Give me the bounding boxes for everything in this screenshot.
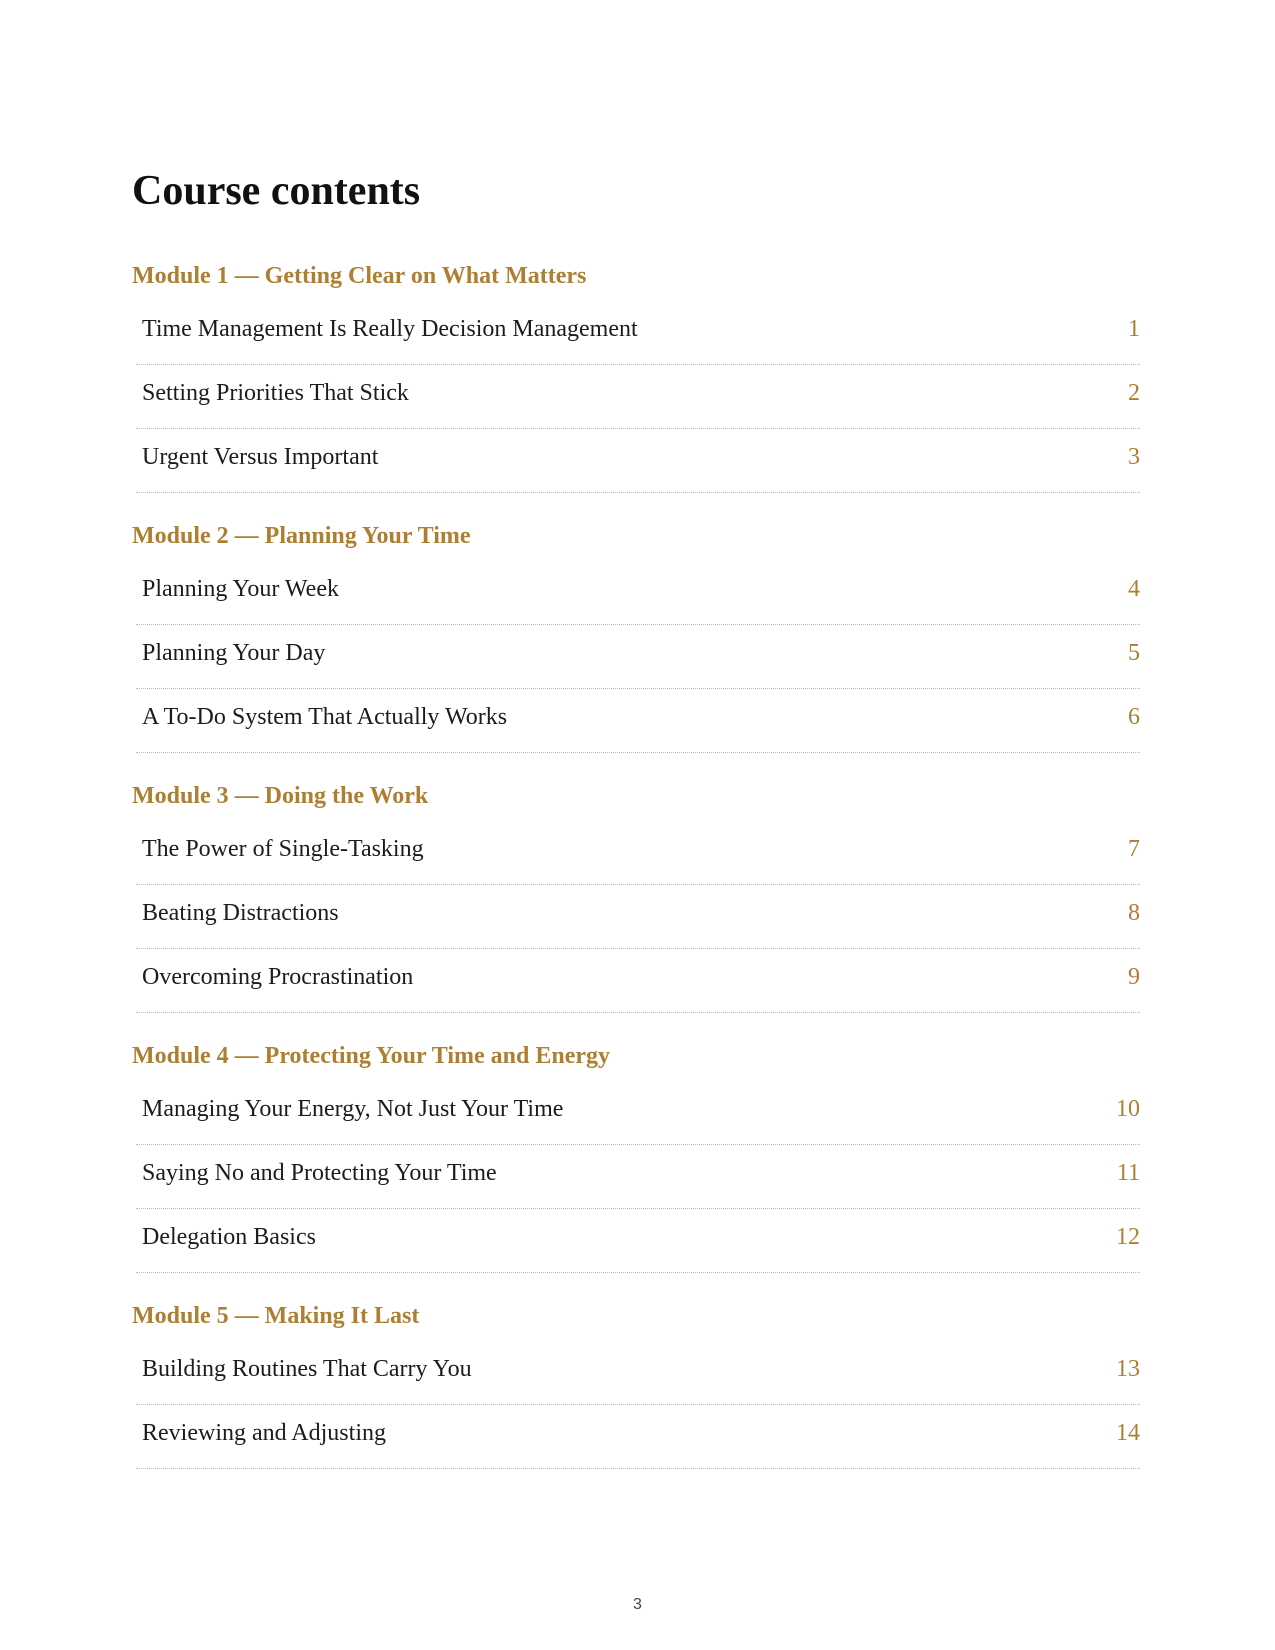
lesson-list	[132, 302, 1142, 493]
footer-page-number: 3	[633, 1596, 642, 1613]
lesson-page-number: 1	[1128, 316, 1140, 342]
lesson-title: Delegation Basics	[142, 1224, 316, 1250]
toc-entry[interactable]	[136, 562, 1140, 625]
lesson-page-number: 6	[1128, 704, 1140, 730]
toc-entry[interactable]	[136, 1210, 1140, 1273]
toc-entry[interactable]	[136, 1342, 1140, 1405]
lesson-page-number: 10	[1116, 1096, 1140, 1122]
toc-entry[interactable]	[136, 1082, 1140, 1145]
module-heading: Module 3 — Doing the Work	[132, 783, 429, 809]
lesson-title: A To-Do System That Actually Works	[142, 704, 508, 730]
toc-entry[interactable]	[136, 366, 1140, 429]
toc-entry[interactable]	[136, 822, 1140, 885]
lesson-page-number: 7	[1128, 836, 1140, 862]
module-heading: Module 2 — Planning Your Time	[132, 523, 471, 549]
lesson-page-number: 9	[1128, 964, 1140, 990]
toc-entry[interactable]	[136, 430, 1140, 493]
lesson-page-number: 12	[1116, 1224, 1140, 1250]
lesson-title: Setting Priorities That Stick	[142, 380, 409, 406]
lesson-page-number: 14	[1116, 1420, 1140, 1446]
lesson-title: The Power of Single-Tasking	[142, 836, 424, 862]
lesson-list	[132, 1342, 1142, 1469]
lesson-title: Overcoming Procrastination	[142, 964, 414, 990]
module-4	[132, 1038, 1142, 1273]
toc-entry[interactable]	[136, 1146, 1140, 1209]
lesson-title: Planning Your Week	[142, 576, 339, 602]
lesson-list	[132, 562, 1142, 753]
toc-entry[interactable]	[136, 302, 1140, 365]
lesson-title: Planning Your Day	[142, 640, 326, 666]
lesson-title: Time Management Is Really Decision Management	[142, 316, 638, 342]
toc-entry[interactable]	[136, 1406, 1140, 1469]
lesson-title: Managing Your Energy, Not Just Your Time	[142, 1096, 564, 1122]
lesson-page-number: 4	[1128, 576, 1140, 602]
module-3	[132, 778, 1142, 1013]
lesson-page-number: 8	[1128, 900, 1140, 926]
module-heading: Module 1 — Getting Clear on What Matters	[132, 263, 587, 289]
module-5	[132, 1298, 1142, 1469]
module-heading: Module 4 — Protecting Your Time and Energy	[132, 1043, 611, 1069]
table-of-contents	[132, 258, 1142, 1469]
module-heading: Module 5 — Making It Last	[132, 1303, 420, 1329]
lesson-page-number: 3	[1128, 444, 1140, 470]
lesson-list	[132, 1082, 1142, 1273]
lesson-page-number: 2	[1128, 380, 1140, 406]
lesson-title: Saying No and Protecting Your Time	[142, 1160, 497, 1186]
lesson-page-number: 5	[1128, 640, 1140, 666]
lesson-title: Urgent Versus Important	[142, 444, 379, 470]
lesson-title: Beating Distractions	[142, 900, 339, 926]
lesson-title: Building Routines That Carry You	[142, 1356, 472, 1382]
toc-entry[interactable]	[136, 950, 1140, 1013]
toc-entry[interactable]	[136, 886, 1140, 949]
lesson-title: Reviewing and Adjusting	[142, 1420, 386, 1446]
toc-entry[interactable]	[136, 626, 1140, 689]
lesson-page-number: 13	[1116, 1356, 1140, 1382]
toc-entry[interactable]	[136, 690, 1140, 753]
module-2	[132, 518, 1142, 753]
lesson-list	[132, 822, 1142, 1013]
module-1	[132, 258, 1142, 493]
page-title: Course contents	[132, 168, 421, 214]
lesson-page-number: 11	[1116, 1160, 1140, 1186]
